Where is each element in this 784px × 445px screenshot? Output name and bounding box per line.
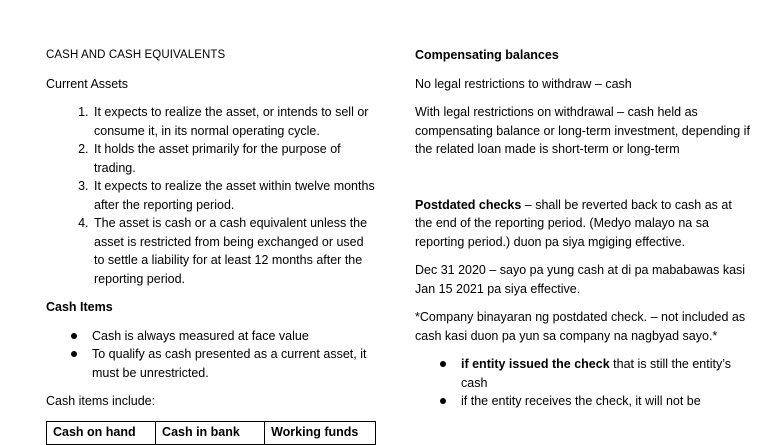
list-item: 2. It holds the asset primarily for the purpose of trading.: [92, 140, 376, 177]
postdated-text: – shall be reverted back to cash as at the end of the reporting period. (Medyo malayo na sa reporting period.) duon pa siya mgiging effective.: [415, 197, 732, 249]
compensating-line-2: With legal restrictions on withdrawal – cash held as compensating balance or long-term investment, depending if the related loan made is short-term or long-term: [415, 105, 750, 156]
right-column: [415, 46, 750, 421]
bullet-text: that is still the entity’s cash: [461, 357, 732, 390]
postdated-bullets: [415, 355, 750, 411]
compensating-line-1: No legal restrictions to withdraw – cash: [415, 76, 632, 91]
postdated-heading: Postdated checks: [415, 197, 522, 212]
bullet-bold: if entity issued the check: [461, 357, 610, 371]
left-column: [46, 46, 376, 445]
list-item: Cash is always measured at face value: [92, 327, 376, 346]
cash-items-include: Cash items include:: [46, 394, 156, 408]
list-item: 3. It expects to realize the asset within twelve months after the reporting period.: [92, 177, 376, 214]
spacer: [415, 169, 750, 196]
postdated-paragraph: [415, 196, 750, 252]
cash-items-bullets: [46, 327, 376, 383]
list-item: 1. It expects to realize the asset, or intends to sell or consume it, in its normal operating cycle.: [92, 103, 376, 140]
table-header-cell: Cash on hand: [47, 421, 156, 444]
dec-example: Dec 31 2020 – sayo pa yung cash at di pa mababawas kasi Jan 15 2021 pa siya effective.: [415, 263, 746, 296]
section-title: CASH AND CASH EQUIVALENTS: [46, 49, 226, 61]
list-item: if the entity receives the check, it will not be: [461, 392, 750, 411]
table-header-cell: Cash in bank: [156, 421, 265, 444]
criteria-list: [46, 103, 376, 288]
list-item: 4. The asset is cash or a cash equivalent unless the asset is restricted from being exchanged or used to settle a liability for at least 12 months after the reporting period.: [92, 214, 376, 288]
cash-items-heading: Cash Items: [46, 300, 113, 314]
list-item: To qualify as cash presented as a current asset, it must be unrestricted.: [92, 345, 376, 382]
compensating-heading: Compensating balances: [415, 48, 559, 62]
table-header-cell: Working funds: [265, 421, 376, 444]
list-item: [461, 355, 750, 392]
company-note: *Company binayaran ng postdated check. – not included as cash kasi duon pa yun sa company na nagbyad sayo.*: [415, 310, 746, 343]
section-subtitle: Current Assets: [46, 76, 128, 91]
